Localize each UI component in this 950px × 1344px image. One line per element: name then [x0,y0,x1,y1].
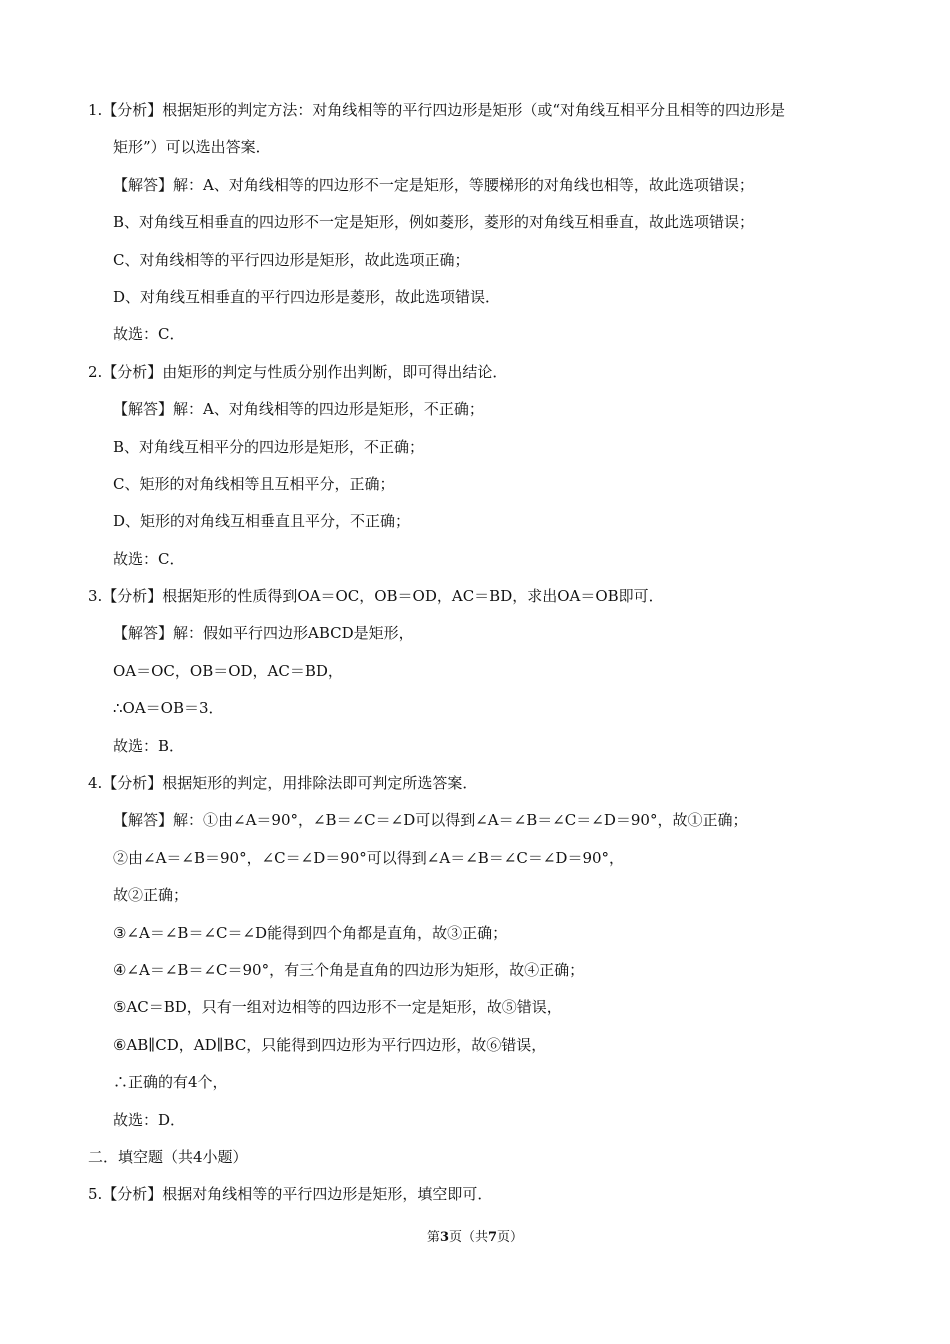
text-line: B、对角线互相平分的四边形是矩形，不正确； [113,437,425,456]
page-footer [0,1228,950,1248]
text-line: D、矩形的对角线互相垂直且平分，不正确； [113,512,411,531]
text-line: ③∠A＝∠B＝∠C＝∠D能得到四个角都是直角，故③正确； [113,923,508,942]
text-line: ④∠A＝∠B＝∠C＝90°，有三个角是直角的四边形为矩形，故④正确； [113,960,585,979]
text-line: 【解答】解：A、对角线相等的四边形是矩形，不正确； [113,400,484,419]
text-line: ②由∠A＝∠B＝90°，∠C＝∠D＝90°可以得到∠A＝∠B＝∠C＝∠D＝90°， [113,848,625,867]
text-line: 故②正确； [113,886,189,905]
text-line: OA＝OC，OB＝OD，AC＝BD， [113,661,343,680]
text-line: 5.【分析】根据对角线相等的平行四边形是矩形，填空即可． [88,1185,493,1204]
footer-suffix: 页） [497,1230,524,1245]
footer-middle: 页（共 [448,1230,488,1245]
text-line: ⑤AC＝BD，只有一组对边相等的四边形不一定是矩形，故⑤错误， [113,998,562,1017]
text-line: 【解答】解：①由∠A＝90°，∠B＝∠C＝∠D可以得到∠A＝∠B＝∠C＝∠D＝90°，故①正确； [113,811,748,830]
text-line: 2.【分析】由矩形的判定与性质分别作出判断，即可得出结论． [88,362,508,381]
footer-total-pages: 7 [488,1230,498,1245]
text-line: 故选：C． [113,325,185,344]
text-line: ∴OA＝OB＝3． [113,699,224,718]
text-line: 二．填空题（共4小题） [88,1147,248,1166]
text-line: ⑥AB∥CD，AD∥BC，只能得到四边形为平行四边形，故⑥错误， [113,1035,547,1054]
footer-prefix: 第 [426,1230,440,1245]
text-line: C、矩形的对角线相等且互相平分，正确； [113,474,395,493]
text-line: 4.【分析】根据矩形的判定，用排除法即可判定所选答案． [88,774,478,793]
text-line: 故选：C． [113,549,185,568]
text-line: 1.【分析】根据矩形的判定方法：对角线相等的平行四边形是矩形（或“对角线互相平分且相等的四边形是 [88,101,785,119]
text-line: 故选：B． [113,736,185,755]
text-line: ∴正确的有4个， [113,1073,228,1092]
text-line: 【解答】解：A、对角线相等的四边形不一定是矩形，等腰梯形的对角线也相等，故此选项错误； [113,175,754,194]
answer-content [88,92,888,1214]
text-line: 故选：D． [113,1110,186,1129]
text-line: D、对角线互相垂直的平行四边形是菱形，故此选项错误． [113,287,501,306]
text-line: 【解答】解：假如平行四边形ABCD是矩形， [113,624,414,643]
footer-current-page: 3 [439,1230,449,1245]
text-line: 3.【分析】根据矩形的性质得到OA＝OC，OB＝OD，AC＝BD，求出OA＝OB即可． [88,587,664,606]
text-line: 矩形”）可以选出答案． [113,138,271,157]
text-line: C、对角线相等的平行四边形是矩形，故此选项正确； [113,250,470,269]
text-line: B、对角线互相垂直的四边形不一定是矩形，例如菱形，菱形的对角线互相垂直，故此选项错误； [113,213,755,232]
